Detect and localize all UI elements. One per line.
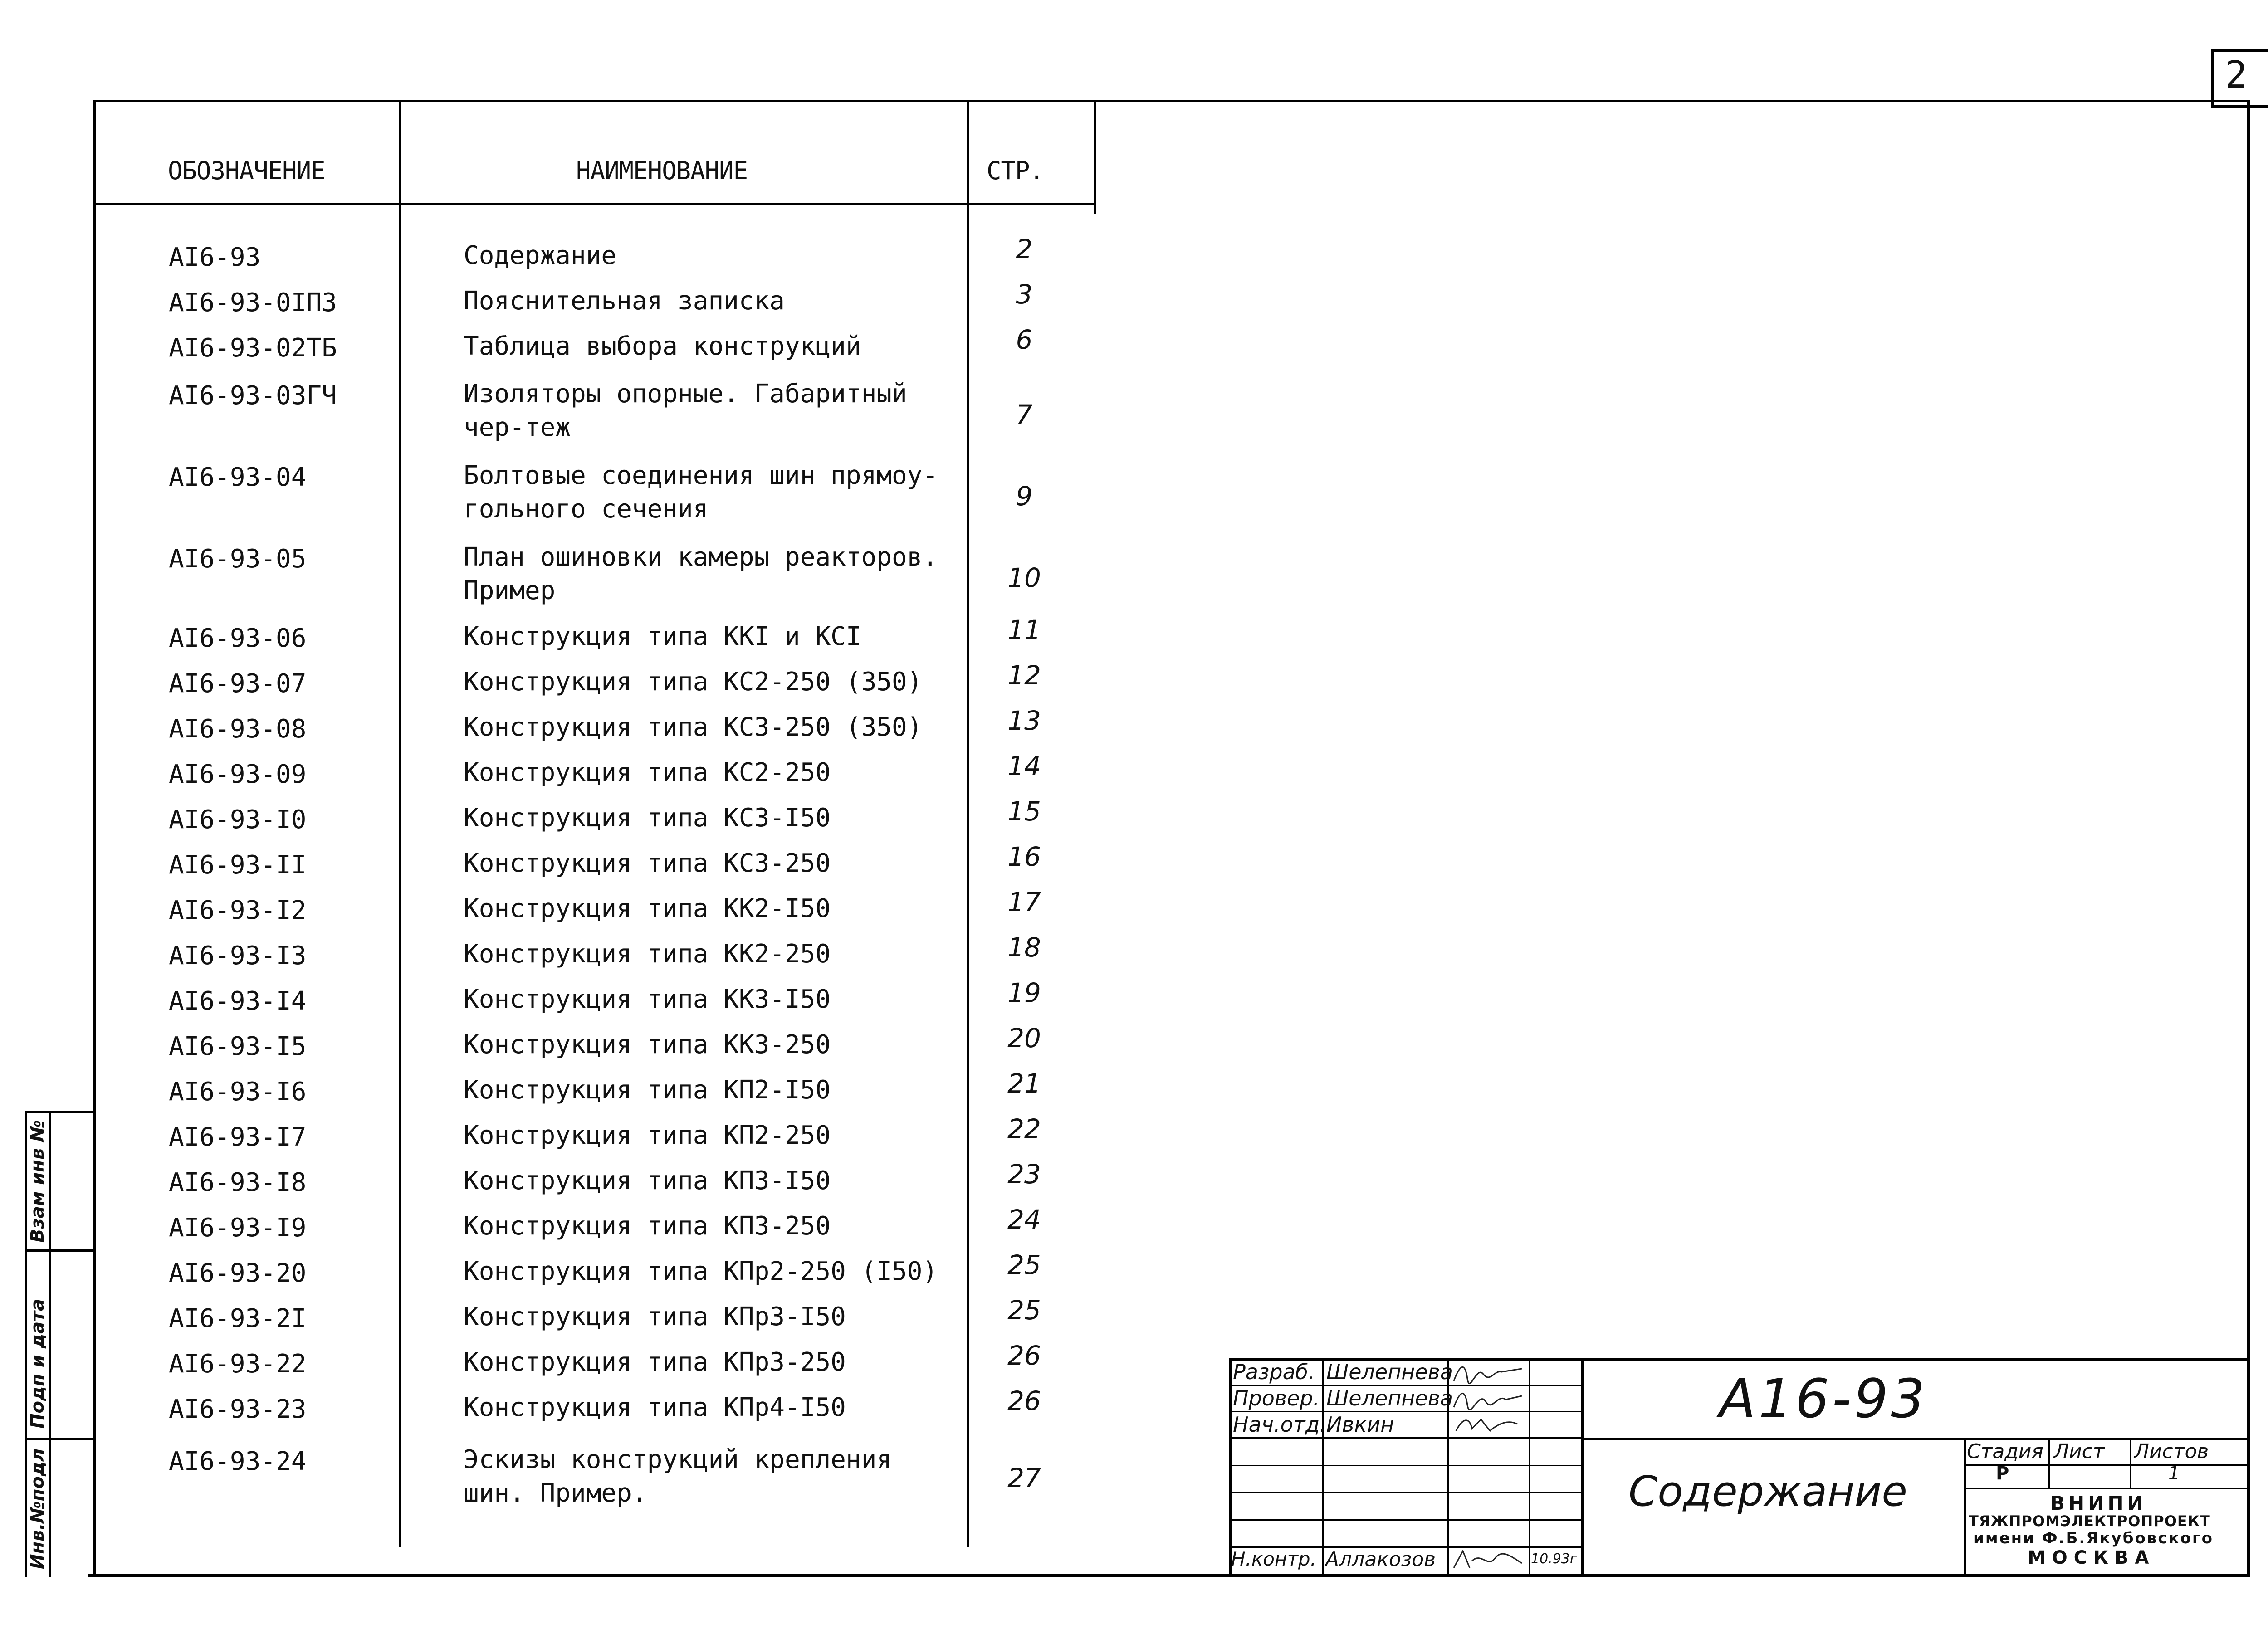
sheet-value: 1 [2168,1463,2180,1484]
row-code: АI6-93-I6 [169,1077,307,1107]
row-page: 12 [1007,660,1041,691]
document-code: А16-93 [1719,1367,1928,1430]
row-code: АI6-93-I7 [169,1122,307,1152]
header-name: НАИМЕНОВАНИЕ [576,156,748,185]
row-name: Конструкция типа ККI и КСI [464,622,861,651]
row-name: Конструкция типа КС3-250 [464,849,831,878]
row-name: Пояснительная записка [464,286,785,316]
row-page: 15 [1007,796,1041,827]
row-code: АI6-93-I4 [169,986,307,1016]
name-norm-control: Аллакозов [1325,1548,1436,1571]
stage-label: Стадия [1967,1440,2043,1463]
row-code: АI6-93-08 [169,714,307,744]
row-code: АI6-93-04 [169,463,307,492]
table-divider-code [399,101,401,1547]
row-page: 22 [1007,1113,1041,1144]
row-code: АI6-93 [169,243,261,272]
tb-row6 [1229,1519,1582,1521]
frame-top [93,100,2250,102]
row-page: 6 [1016,324,1033,355]
row-page: 16 [1007,841,1041,872]
row-name: Конструкция типа КПр4-I50 [464,1393,846,1422]
titleblock-left [1229,1358,1232,1576]
row-name: Конструкция типа КПр3-I50 [464,1302,846,1332]
row-name: Конструкция типа КС3-I50 [464,803,831,833]
row-name: План ошиновки камеры реакторов. Пример [464,542,938,605]
row-page: 27 [1007,1463,1041,1493]
row-page: 7 [1016,399,1033,430]
tb-stage-row2 [1964,1488,2249,1489]
row-name: Конструкция типа КП3-250 [464,1211,831,1241]
row-code: АI6-93-I8 [169,1168,307,1197]
row-page: 14 [1007,751,1041,781]
row-page: 25 [1007,1249,1041,1280]
role-norm-control: Н.контр. [1231,1548,1316,1570]
role-developer: Разраб. [1233,1360,1315,1384]
document-title: Содержание [1628,1467,1907,1516]
approval-date: 10.93г [1531,1551,1577,1567]
header-page: СТР. [987,156,1044,185]
row-name: Содержание [464,241,617,270]
row-page: 3 [1016,279,1033,310]
side-stamp-mid [49,1111,51,1577]
row-page: 2 [1016,234,1033,264]
row-name: Изоляторы опорные. Габаритный чер-теж [464,379,907,442]
row-name: Болтовые соединения шин прямоу-гольного сечения [464,461,938,524]
org-line-4: МОСКВА [2028,1547,2156,1568]
tb-col3 [1529,1358,1530,1576]
tb-col1 [1322,1358,1324,1576]
name-developer: Шелепнева [1326,1360,1453,1384]
row-page: 10 [1007,562,1041,593]
tb-col4 [1581,1358,1584,1576]
row-name: Конструкция типа КС2-250 (350) [464,667,923,697]
role-checker: Провер. [1233,1386,1320,1410]
row-page: 13 [1007,705,1041,736]
signature-developer [1449,1361,1526,1385]
tb-stage-col2 [2130,1438,2131,1488]
row-page: 20 [1007,1023,1041,1054]
name-checker: Шелепнева [1326,1386,1453,1410]
row-page: 11 [1007,615,1041,645]
row-code: АI6-93-05 [169,544,307,574]
signature-checker [1449,1387,1526,1412]
row-page: 19 [1007,977,1041,1008]
side-stamp-sep2 [25,1438,93,1440]
side-stamp-sep1 [25,1249,93,1252]
row-code: АI6-93-I5 [169,1032,307,1061]
stage-value: Р [1996,1463,2009,1484]
row-name: Конструкция типа КК2-250 [464,939,831,969]
sheet-number: 2 [2225,54,2248,97]
row-name: Конструкция типа КК3-I50 [464,985,831,1014]
row-name: Конструкция типа КПр2-250 (I50) [464,1257,938,1286]
row-code: АI6-93-22 [169,1349,307,1379]
row-page: 18 [1007,932,1041,963]
side-label-replace-inv: Взам инв № [27,1120,48,1243]
row-code: АI6-93-24 [169,1447,307,1476]
role-head: Нач.отд. [1233,1412,1326,1437]
row-name: Конструкция типа КП2-I50 [464,1075,831,1105]
sheets-label: Листов [2134,1440,2209,1463]
row-code: АI6-93-I2 [169,896,307,925]
org-line-1: ВНИПИ [2050,1492,2147,1514]
row-name: Конструкция типа КС2-250 [464,758,831,787]
row-code: АI6-93-02ТБ [169,333,337,363]
row-code: АI6-93-06 [169,624,307,653]
tb-row4 [1229,1465,1582,1466]
row-page: 24 [1007,1204,1041,1235]
row-code: АI6-93-I9 [169,1213,307,1243]
table-divider-name [967,101,969,1547]
row-page: 25 [1007,1295,1041,1326]
row-code: АI6-93-23 [169,1395,307,1424]
tb-org-left [1964,1438,1966,1576]
row-page: 9 [1016,481,1033,512]
signature-head [1449,1413,1526,1438]
frame-right [2247,100,2250,1577]
row-code: АI6-93-03ГЧ [169,381,337,410]
row-code: АI6-93-20 [169,1258,307,1288]
row-name: Эскизы конструкций крепления шин. Пример. [464,1445,892,1508]
row-code: АI6-93-2I [169,1304,307,1333]
row-name: Конструкция типа КК2-I50 [464,894,831,923]
row-name: Конструкция типа КП2-250 [464,1121,831,1150]
org-line-2: ТЯЖПРОМЭЛЕКТРОПРОЕКТ [1969,1512,2210,1530]
row-name: Конструкция типа КС3-250 (350) [464,712,923,742]
tb-stage-col1 [2048,1438,2050,1488]
frame-bottom [88,1574,2250,1577]
row-code: АI6-93-09 [169,760,307,789]
row-name: Таблица выбора конструкций [464,332,861,361]
table-divider-page [1094,101,1096,214]
sheet-label: Лист [2054,1440,2105,1463]
tb-row5 [1229,1492,1582,1493]
row-code: АI6-93-0IПЗ [169,288,337,317]
row-name: Конструкция типа КПр3-250 [464,1347,846,1377]
side-label-inv-no: Инв.№подл [27,1448,48,1569]
row-name: Конструкция типа КК3-250 [464,1030,831,1059]
side-label-sign-date: Подп и дата [27,1298,48,1429]
row-name: Конструкция типа КП3-I50 [464,1166,831,1195]
name-head: Ивкин [1326,1412,1394,1437]
row-code: АI6-93-I0 [169,805,307,834]
tb-row3 [1229,1437,1582,1439]
row-code: АI6-93-I3 [169,941,307,971]
table-header-underline [94,203,1095,205]
row-page: 26 [1007,1385,1041,1416]
frame-left [93,100,96,1577]
header-code: ОБОЗНАЧЕНИЕ [168,156,325,185]
org-line-3: имени Ф.Б.Якубовского [1973,1529,2214,1547]
row-code: АI6-93-II [169,850,307,880]
row-page: 23 [1007,1159,1041,1190]
side-stamp-top [25,1111,93,1113]
signature-norm-control [1449,1547,1526,1572]
row-page: 17 [1007,887,1041,917]
row-page: 26 [1007,1340,1041,1371]
row-code: АI6-93-07 [169,669,307,698]
row-page: 21 [1007,1068,1041,1099]
